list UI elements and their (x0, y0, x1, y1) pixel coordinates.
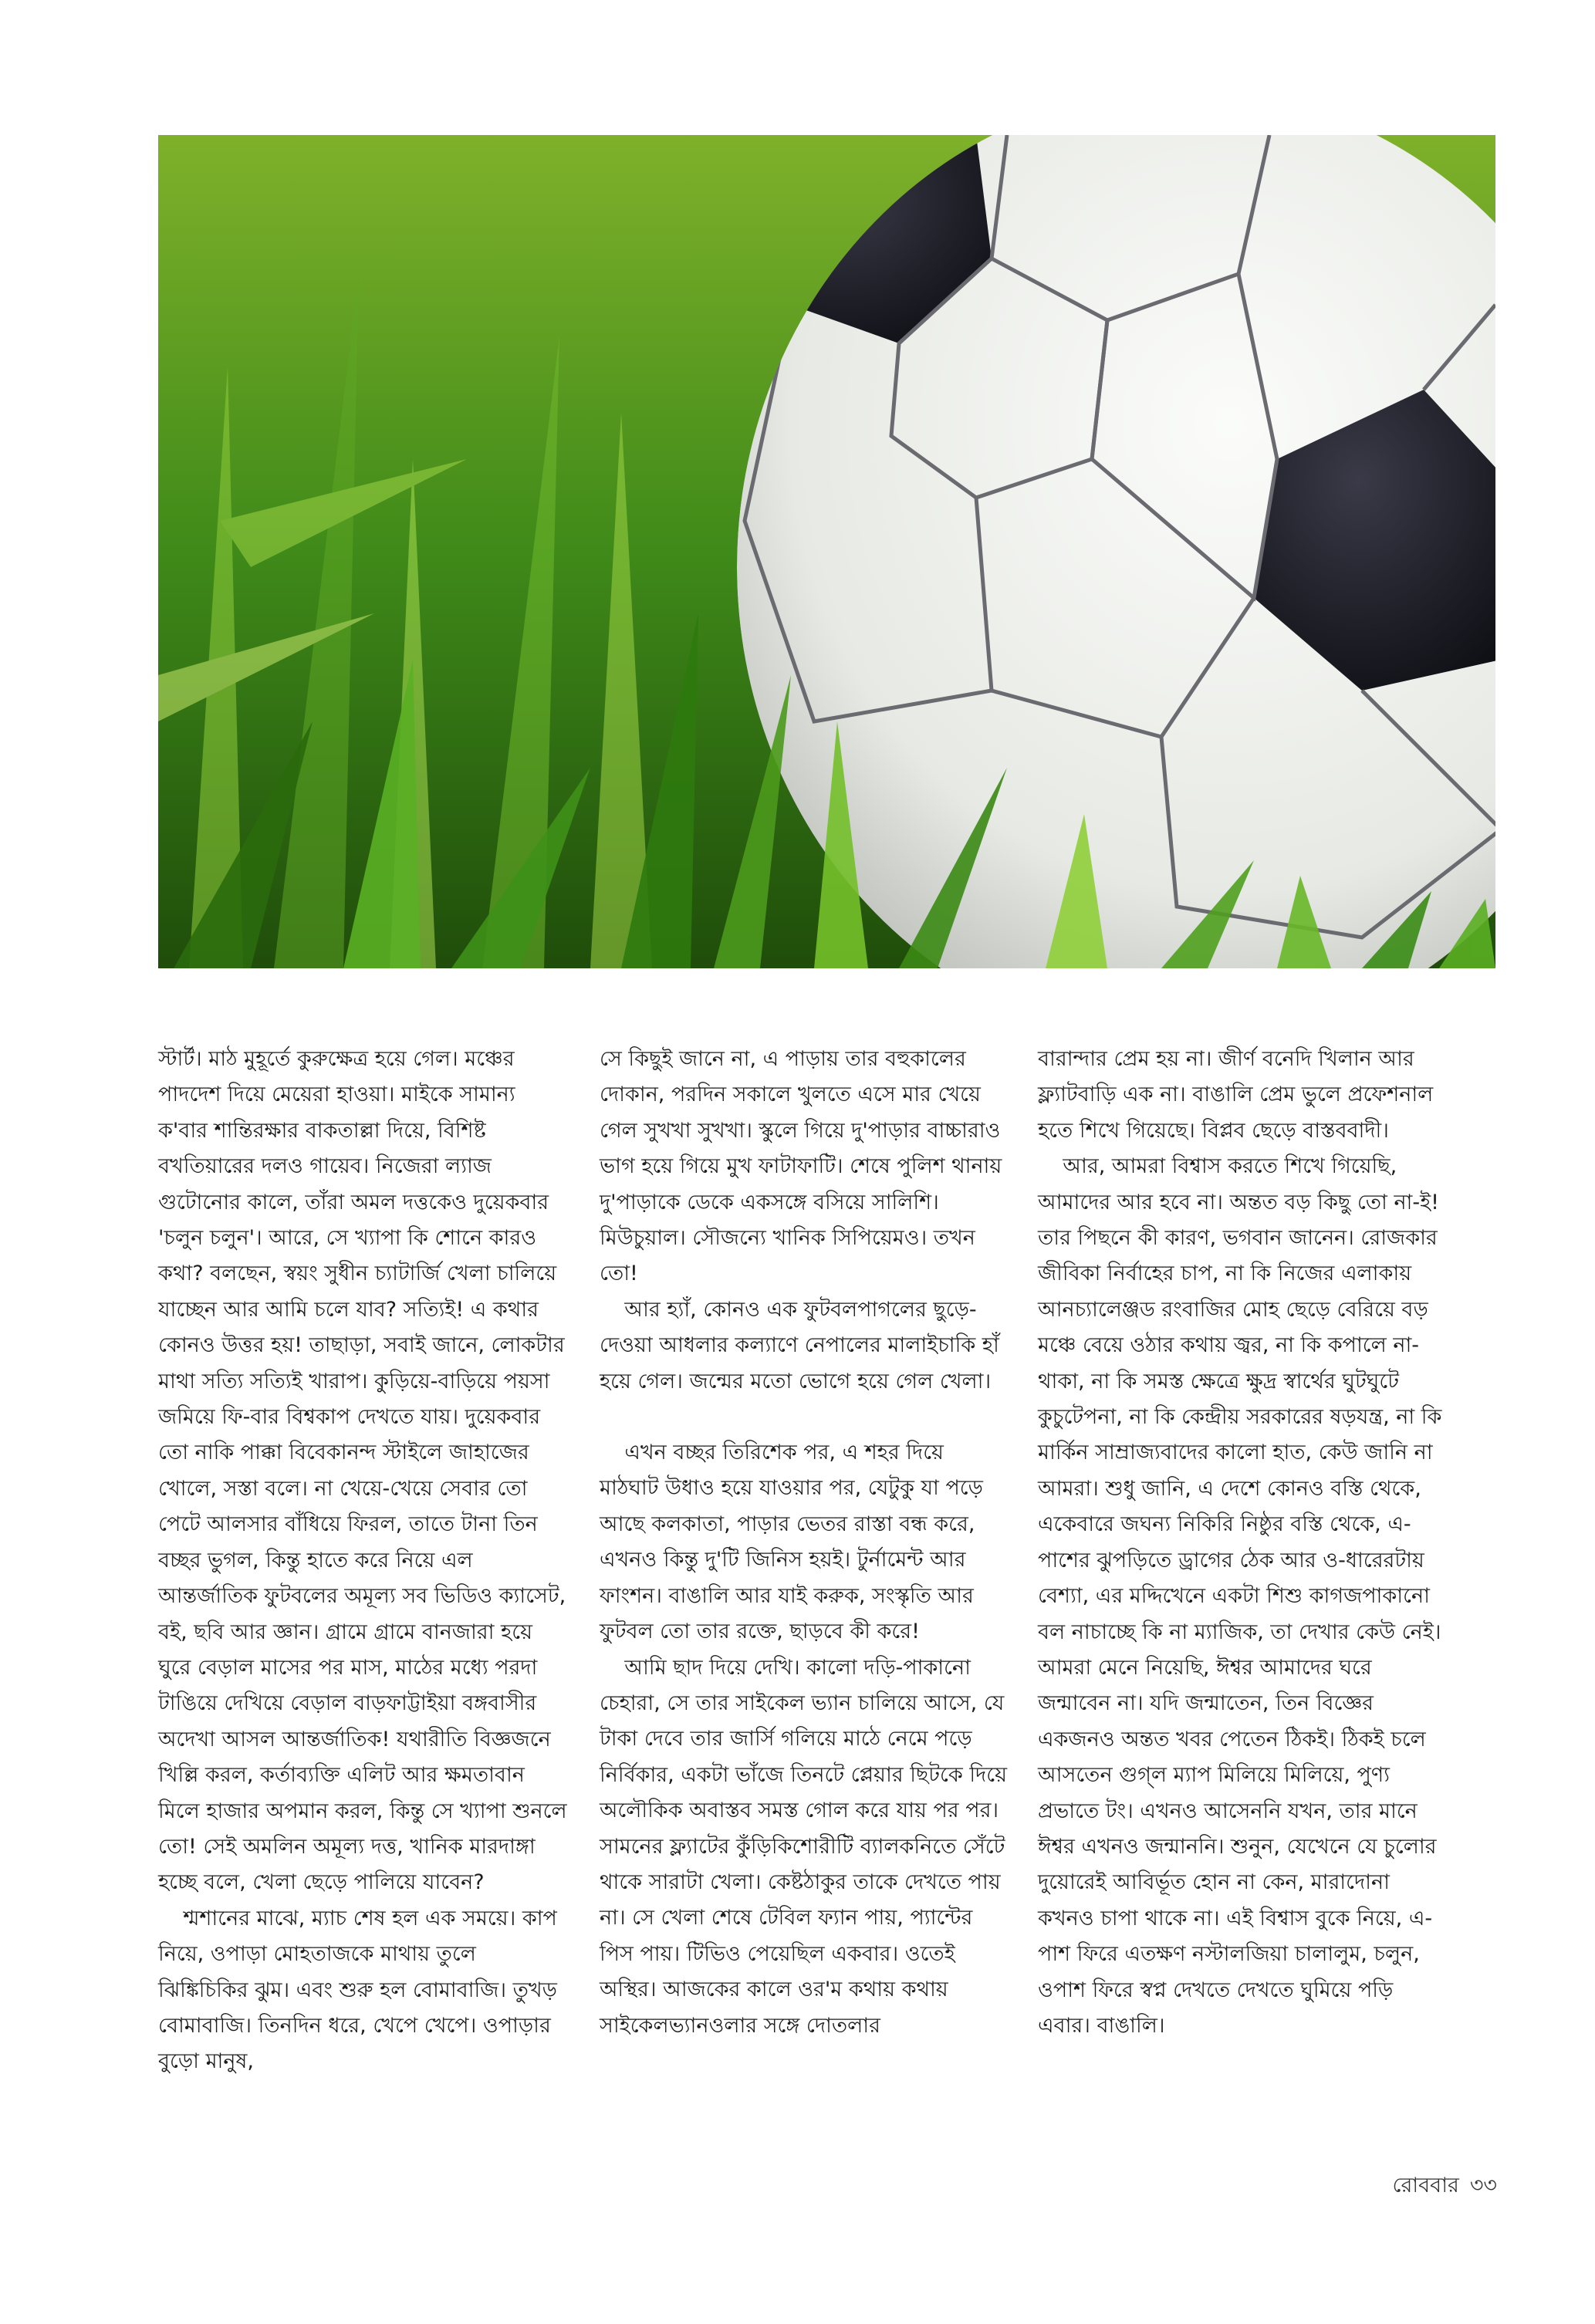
paragraph: আমি ছাদ দিয়ে দেখি। কালো দড়ি-পাকানো চেহারা, সে তার সাইকেল ভ্যান চালিয়ে আসে, যে টাকা দেবে তার জার্সি গলিয়ে মাঠে নেমে পড়ে নির্বিকার, একটা ভাঁজে তিনটে প্লেয়ার ছিটকে দিয়ে অলৌকিক অবাস্তব সমস্ত গোল করে যায় পর পর। সামনের ফ্ল্যাটের কুঁড়িকিশোরীটি ব্যালকনিতে সেঁটে থাকে সারাটা খেলা। কেষ্টঠাকুর তাকে দেখতে পায় না। সে খেলা শেষে টেবিল ফ্যান পায়, প্যান্টের পিস পায়। টিভিও পেয়েছিল একবার। ওতেই অস্থির। আজকের কালে ওর'ম কথায় কথায় সাইকেলভ্যানওলার সঙ্গে দোতলার (600, 1655, 1007, 2038)
paragraph: শ্মশানের মাঝে, ম্যাচ শেষ হল এক সময়ে। কাপ নিয়ে, ওপাড়া মোহতাজকে মাথায় তুলে ঝিঙ্কিচিকির ঝুম। এবং শুরু হল বোমাবাজি। তুখড় বোমাবাজি। তিনদিন ধরে, খেপে খেপে। ওপাড়ার বুড়ো মানুষ, (158, 1906, 557, 2074)
paragraph: বারান্দার প্রেম হয় না। জীর্ণ বনেদি খিলান আর ফ্ল্যাটবাড়ি এক না। বাঙালি প্রেম ভুলে প্রফেশনাল হতে শিখে গিয়েছে। বিপ্লব ছেড়ে বাস্তববাদী। (1038, 1047, 1434, 1143)
paragraph: আর হ্যাঁ, কোনও এক ফুটবলপাগলের ছুড়ে-দেওয়া আধলার কল্যাণে নেপালের মালাইচাকি হাঁ হয়ে গেল। জন্মের মতো ভোগে হয়ে গেল খেলা। (600, 1297, 999, 1393)
paragraph: স্টার্ট। মাঠ মুহূর্তে কুরুক্ষেত্র হয়ে গেল। মঞ্চের পাদদেশ দিয়ে মেয়েরা হাওয়া। মাইকে সামান্য ক'বার শান্তিরক্ষার বাকতাল্লা দিয়ে, বিশিষ্ট বখতিয়ারের দলও গায়েব। নিজেরা ল্যাজ গুটোনোর কালে, তাঁরা অমল দত্তকেও দুয়েকবার 'চলুন চলুন'। আরে, সে খ্যাপা কি শোনে কারও কথা? বলছেন, স্বয়ং সুধীন চ্যাটার্জি খেলা চালিয়ে যাচ্ছেন আর আমি চলে যাব? সত্যিই! এ কথার কোনও উত্তর হয়! তাছাড়া, সবাই জানে, লোকটার মাথা সত্যি সত্যিই খারাপ। কুড়িয়ে-বাড়িয়ে পয়সা জমিয়ে ফি-বার বিশ্বকাপ দেখতে যায়। দুয়েকবার তো নাকি পাক্কা বিবেকানন্দ স্টাইলে জাহাজের খোলে, সস্তা বলে। না খেয়ে-খেয়ে সেবার তো পেটে আলসার বাঁধিয়ে ফিরল, তাতে টানা তিন বচ্ছর ভুগল, কিন্তু হাতে করে নিয়ে এল আন্তর্জাতিক ফুটবলের অমূল্য সব ভিডিও ক্যাসেট, বই, ছবি আর জ্ঞান। গ্রামে গ্রামে বানজারা হয়ে ঘুরে বেড়াল মাসের পর মাস, মাঠের মধ্যে পরদা টাঙিয়ে দেখিয়ে বেড়াল বাড়ফাট্টাইয়া বঙ্গবাসীর অদেখা আসল আন্তর্জাতিক! যথারীতি বিজ্ঞজনে খিল্লি করল, কর্তাব্যক্তি এলিট আর ক্ষমতাবান মিলে হাজার অপমান করল, কিন্তু সে খ্যাপা শুনলে তো! সেই অমলিন অমূল্য দত্ত, খানিক মারদাঙ্গা হচ্ছে বলে, খেলা ছেড়ে পালিয়ে যাবেন? (158, 1047, 567, 1895)
article-column-1 (158, 1042, 567, 2080)
football-on-grass-icon (158, 135, 1495, 968)
hero-photo (158, 135, 1495, 968)
article-column-2 (600, 1042, 1009, 2044)
page-footer (1320, 2170, 1497, 2204)
page-number: ৩৩ (1469, 2174, 1497, 2197)
paragraph: সে কিছুই জানে না, এ পাড়ায় তার বহুকালের দোকান, পরদিন সকালে খুলতে এসে মার খেয়ে গেল সুখখা সুখখা। স্কুলে গিয়ে দু'পাড়ার বাচ্চারাও ভাগ হয়ে গিয়ে মুখ ফাটাফাটি। শেষে পুলিশ থানায় দু'পাড়াকে ডেকে একসঙ্গে বসিয়ে সালিশি। মিউচুয়াল। সৌজন্যে খানিক সিপিয়েমও। তখন তো! (600, 1047, 1002, 1286)
publication-name: রোববার (1392, 2174, 1459, 2197)
paragraph: আর, আমরা বিশ্বাস করতে শিখে গিয়েছি, আমাদের আর হবে না। অন্তত বড় কিছু তো না-ই! তার পিছনে কী কারণ, ভগবান জানেন। রোজকার জীবিকা নির্বাহের চাপ, না কি নিজের এলাকায় আনচ্যালেঞ্জড রংবাজির মোহ ছেড়ে বেরিয়ে বড় মঞ্চে বেয়ে ওঠার কথায় জ্বর, না কি কপালে না-থাকা, না কি সমস্ত ক্ষেত্রে ক্ষুদ্র স্বার্থের ঘুটঘুটে কুচুটেপনা, না কি কেন্দ্রীয় সরকারের ষড়যন্ত্র, না কি মার্কিন সাম্রাজ্যবাদের কালো হাত, কেউ জানি না আমরা। শুধু জানি, এ দেশে কোনও বস্তি থেকে, একেবারে জঘন্য নিকিরি নিষ্ঠুর বস্তি থেকে, এ-পাশের ঝুপড়িতে ড্রাগের ঠেক আর ও-ধারেরটায় বেশ্যা, এর মদ্দিখেনে একটা শিশু কাগজপাকানো বল নাচাচ্ছে কি না ম্যাজিক, তা দেখার কেউ নেই। আমরা মেনে নিয়েছি, ঈশ্বর আমাদের ঘরে জন্মাবেন না। যদি জন্মাতেন, তিন বিজ্ঞের একজনও অন্তত খবর পেতেন ঠিকই। ঠিকই চলে আসতেন গুগ্‌ল ম্যাপ মিলিয়ে মিলিয়ে, পুণ্য প্রভাতে টং। এখনও আসেননি যখন, তার মানে ঈশ্বর এখনও জন্মাননি। শুনুন, যেখেনে যে চুলোর দুয়োরেই আবির্ভূত হোন না কেন, মারাদোনা কখনও চাপা থাকে না। এই বিশ্বাস বুকে নিয়ে, এ-পাশ ফিরে এতক্ষণ নস্টালজিয়া চালালুম, চলুন, ওপাশ ফিরে স্বপ্ন দেখতে দেখতে ঘুমিয়ে পড়ি এবার। বাঙালি। (1038, 1154, 1442, 2038)
article-column-3 (1038, 1042, 1447, 2044)
paragraph: এখন বচ্ছর তিরিশেক পর, এ শহর দিয়ে মাঠঘাট উধাও হয়ে যাওয়ার পর, যেটুকু যা পড়ে আছে কলকাতা, পাড়ার ভেতর রাস্তা বন্ধ করে, এখনও কিন্তু দু'টি জিনিস হয়ই। টুর্নামেন্ট আর ফাংশন। বাঙালি আর যাই করুক, সংস্কৃতি আর ফুটবল তো তার রক্তে, ছাড়বে কী করে! (600, 1441, 983, 1644)
